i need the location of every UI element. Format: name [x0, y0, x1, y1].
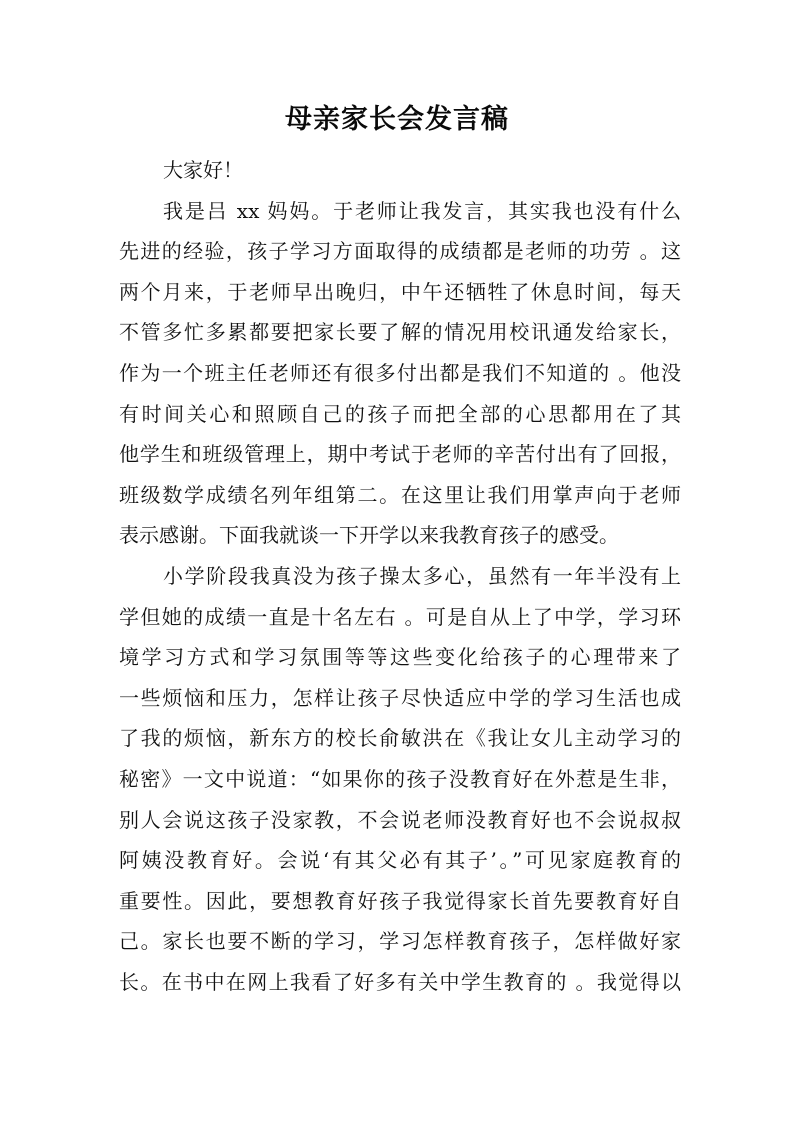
greeting-line: 大家好！ — [163, 158, 243, 182]
paragraph-1-line: 作为一个班主任老师还有很多付出都是我们不知道的 。他没 — [119, 360, 681, 385]
paragraph-2-line: 学但她的成绩一直是十名左右 。可是自从上了中学，学习环 — [119, 604, 681, 629]
paragraph-1-line: 表示感谢。下面我就谈一下开学以来我教育孩子的感受。 — [119, 523, 619, 548]
paragraph-2-line: 了我的烦恼，新东方的校长俞敏洪在《我让女儿主动学习的 — [119, 726, 681, 751]
paragraph-2-line: 长。在书中在网上我看了好多有关中学生教育的 。我觉得以 — [119, 969, 681, 994]
paragraph-2-line: 一些烦恼和压力，怎样让孩子尽快适应中学的学习生活也成 — [119, 685, 681, 710]
paragraph-2-line: 阿姨没教育好。会说‘有其父必有其子’。”可见家庭教育的 — [119, 848, 681, 873]
paragraph-1-line: 不管多忙多累都要把家长要了解的情况用校讯通发给家长， — [119, 320, 681, 345]
paragraph-1-line: 我是吕 xx 妈妈。于老师让我发言，其实我也没有什么 — [163, 198, 681, 223]
paragraph-2-line: 己。家长也要不断的学习，学习怎样教育孩子，怎样做好家 — [119, 929, 681, 954]
document-title: 母亲家长会发言稿 — [285, 104, 509, 135]
paragraph-2-line: 重要性。因此，要想教育好孩子我觉得家长首先要教育好自 — [119, 888, 681, 913]
paragraph-1-line: 有时间关心和照顾自己的孩子而把全部的心思都用在了其 — [119, 401, 681, 426]
paragraph-1-line: 班级数学成绩名列年组第二。在这里让我们用掌声向于老师 — [119, 482, 681, 507]
paragraph-1-line: 他学生和班级管理上，期中考试于老师的辛苦付出有了回报， — [119, 442, 681, 467]
paragraph-2-line: 别人会说这孩子没家教，不会说老师没教育好也不会说叔叔 — [119, 807, 681, 832]
paragraph-2-line: 境学习方式和学习氛围等等这些变化给孩子的心理带来了 — [119, 645, 681, 670]
paragraph-1-line: 两个月来，于老师早出晚归，中午还牺牲了休息时间，每天 — [119, 279, 681, 304]
paragraph-2-line: 秘密》一文中说道：“如果你的孩子没教育好在外惹是生非， — [119, 766, 681, 791]
paragraph-2-line: 小学阶段我真没为孩子操太多心，虽然有一年半没有上 — [163, 563, 681, 588]
document-body — [119, 150, 681, 1002]
paragraph-1-line: 先进的经验，孩子学习方面取得的成绩都是老师的功劳 。这 — [119, 239, 681, 264]
